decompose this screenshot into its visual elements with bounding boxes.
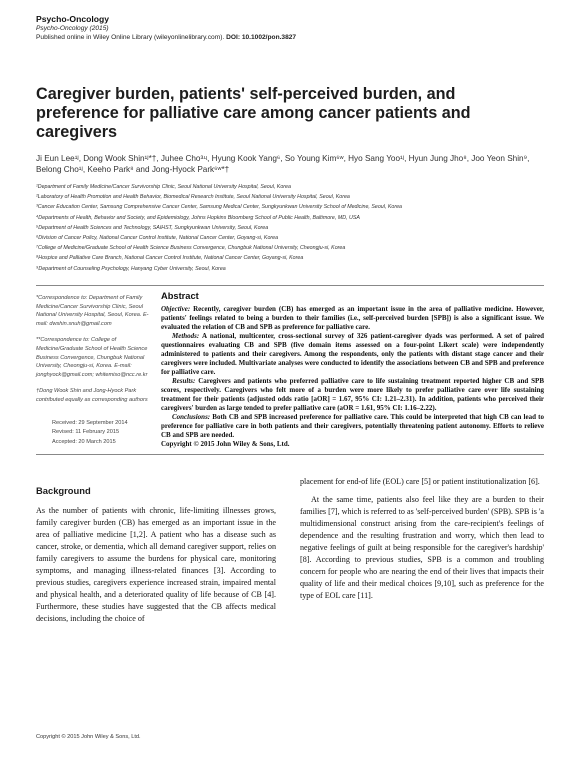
abstract-methods [161,332,544,377]
objective-text: Recently, caregiver burden (CB) has emerged as an important issue in the area of palliative medicine. However, patients' feelings related to being a burden to their families (i.e., self-perceived burden [SPB]) is also a significant issue. We evaluated the relation of CB and SPB as preference for palliative care. [161,305,545,331]
methods-label: Methods: [172,332,200,340]
abstract-heading: Abstract [161,291,199,301]
doi-text: DOI: 10.1002/pon.3827 [226,34,297,41]
affiliation-item: ¹Department of Family Medicine/Cancer Survivorship Clinic, Seoul National University Hospital, Seoul, Korea [36,184,291,190]
affiliation-item: ⁸Hospice and Palliative Care Branch, National Cancer Control Institute, National Cancer Center, Goyang-si, Korea [36,255,304,262]
revised-date: Revised: 11 February 2015 [52,429,120,436]
affiliation-item: ⁹Department of Counseling Psychology, Hanyang Cyber University, Seoul, Korea [36,265,226,272]
affiliation-item: ⁵Department of Health Sciences and Technology, SAIHST, Sungkyunkwan University, Seoul, Korea [36,224,269,231]
divider-top [36,285,544,286]
received-date: Received: 29 September 2014 [52,419,128,426]
article-title: Caregiver burden, patients' self-perceived burden, and preference for palliative care among cancer patients and caregivers [36,85,471,141]
conclusions-text: Both CB and SPB increased preference for palliative care. This could be interpreted that high CB can lead to preference for palliative care in both patients and their caregivers, potentially threatening patient autonomy. Efforts to relieve CB and SPB are needed. [161,413,544,439]
body-left-column [36,485,276,626]
affiliation-item: ³Cancer Education Center, Samsung Comprehensive Cancer Center, Samsung Medical Center, Sungkyunkwan University School of Medicine, Seoul, Korea [36,204,402,211]
manuscript-dates [36,419,151,448]
author-list: Ji Eun Lee¹ʲ, Dong Wook Shin¹ʲ*†, Juhee Cho³ʴʵ, Hyung Kook Yang⁶, So Young Kim⁶ʷ, Hyo Sang Yoo¹ʲ, Hyun Jung Jho⁸, Joo Yeon Shin⁹, Belong Cho¹ʲ, Keeho Park⁸ and Jong-Hyock Park⁶ʷ*† [36,154,530,174]
journal-citation: Psycho-Oncology (2015) [36,25,109,32]
methods-text: A national, multicenter, cross-sectional survey of 326 patient-caregiver dyads was performed. A set of paired questionnaires evaluating CB and SPB (five domain items assessed on a four-point Likert scale) were independently administered to patients and their caregivers. Among the respondents, only the patients with distant stage cancer and their caregivers were included. Multivariate analyses were conducted to identify the associations between CB and SPB and preference for palliative care. [161,332,544,376]
abstract-results [161,377,544,413]
journal-header [36,14,296,42]
affiliation-item: ⁶Division of Cancer Policy, National Cancer Control Institute, National Cancer Center, Goyang-si, Korea [36,235,279,242]
abstract-conclusions [161,413,544,440]
body-right-column [300,476,544,602]
background-heading: Background [36,485,91,496]
objective-label: Objective: [161,305,191,313]
equal-contribution-note: †Dong Wook Shin and Jong-Hyock Park contributed equally as corresponding authors [36,388,148,403]
published-online-text: Published online in Wiley Online Library (wileyonlinelibrary.com). [36,34,225,41]
correspondence-sidebar [36,294,151,447]
body-paragraph: At the same time, patients also feel like they are a burden to their families [7], which is referred to as 'self-perceived burden' (SPB). SPB is 'a multidimensional construct arising from the care-recipient's feelings of dependence and the resulting frustration and worry, which then lead to negative feelings of guilt at being responsible for the caregiver's hardship' [8]. According to previous studies, SPB is a common and troubling concern for people who are nearing the end of their lives that impacts their quality of life and their medical choices [9,10], such as preference for the type of EOL care [11]. [300,495,544,601]
body-paragraph: placement for end-of life (EOL) care [5] or patient institutionalization [6]. [300,477,540,486]
affiliation-item: ⁴Departments of Health, Behavior and Society, and Epidemiology, Johns Hopkins Bloomberg School of Public Health, Baltimore, MD, USA [36,214,360,221]
conclusions-label: Conclusions: [172,413,211,421]
results-text: Caregivers and patients who preferred palliative care to life sustaining treatment reported higher CB and SPB scores, respectively. Caregivers who felt more of a burden were more likely to prefer palliative care over life sustaining treatment for their patients (adjusted odds ratio [aOR] = 1.67, 95% CI: 1.21–2.31). In addition, patients who perceived their caregivers' burden as large tended to prefer palliative care (aOR = 1.61, 95% CI: 1.16–2.22). [161,377,544,412]
correspondence-1: *Correspondence to: Department of Family Medicine/Cancer Survivorship Clinic, Seoul National University Hospital, Seoul, Korea. E-mail: dwshin.snuh@gmail.com [36,295,149,327]
page-footer-copyright: Copyright © 2015 John Wiley & Sons, Ltd. [36,734,141,740]
abstract-section [161,292,544,449]
affiliation-item: ²Laboratory of Health Promotion and Health Behavior, Biomedical Research Institute, Seoul National University Hospital, Seoul, Korea [36,194,350,201]
abstract-copyright: Copyright © 2015 John Wiley & Sons, Ltd. [161,440,290,448]
affiliation-list [36,182,556,274]
accepted-date: Accepted: 20 March 2015 [52,438,116,445]
results-label: Results: [172,377,196,385]
abstract-objective [161,305,544,332]
affiliation-item: ⁷College of Medicine/Graduate School of Health Science Business Convergence, Chungbuk National University, Cheongju-si, Korea [36,245,346,252]
correspondence-2: **Correspondence to: College of Medicine/Graduate School of Health Science Business Convergence, Chungbuk National University, Cheongju-si, Korea. E-mail: jonghyock@gmail.com; whitemiso@ncc.re.kr [36,337,148,378]
journal-name: Psycho-Oncology [36,14,110,24]
divider-bottom [36,454,544,455]
body-paragraph: As the number of patients with chronic, life-limiting illnesses grows, family caregiver burden (CB) has emerged as an important issue in the area of palliative medicine [1,2]. A patient who has a disease such as cancer, stroke, or dementia, which all demand caregiver support, relies on family caregivers to assume the burdens for physical care, monitoring symptoms, and managing illness-related finances [3]. According to previous studies, caregivers experience increased strain, impaired mental and physical health, and a deteriorated quality of life because of CB [4]. Furthermore, these studies have suggested that the CB affects medical decisions, including the choice of [36,506,276,624]
